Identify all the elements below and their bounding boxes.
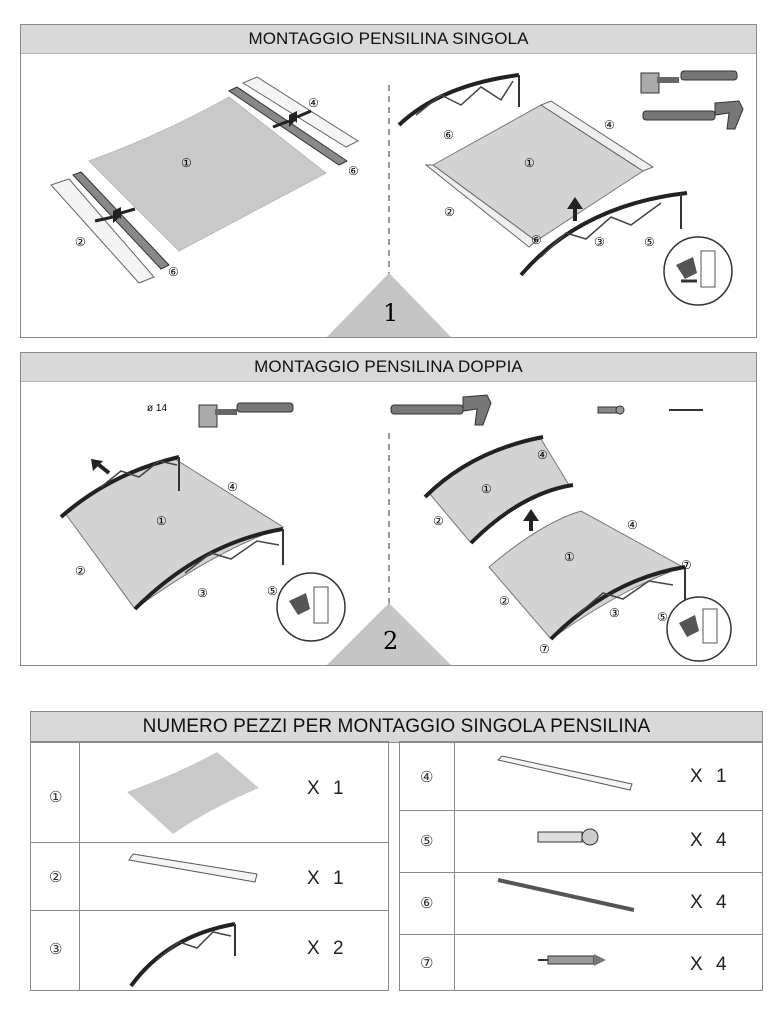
label-sheet: ① bbox=[481, 482, 492, 496]
label-cap: ⑥ bbox=[443, 128, 454, 142]
label-cap: ⑥ bbox=[531, 233, 542, 247]
section-title: MONTAGGIO PENSILINA DOPPIA bbox=[21, 353, 756, 382]
section-single-assembly bbox=[20, 24, 757, 338]
parts-list bbox=[30, 711, 763, 992]
part-number: ① bbox=[49, 789, 63, 806]
sheet-part-image bbox=[121, 748, 271, 838]
parts-table-right bbox=[399, 741, 763, 991]
part-quantity: X 1 bbox=[307, 778, 348, 799]
label-profile: ② bbox=[75, 564, 86, 578]
label-profile: ④ bbox=[627, 518, 638, 532]
label-bracket: ③ bbox=[594, 235, 605, 249]
part-quantity: X 4 bbox=[690, 830, 731, 851]
label-cap: ⑥ bbox=[168, 265, 179, 279]
parts-table-left bbox=[30, 741, 389, 991]
drill-size-label: ø 14 bbox=[147, 403, 168, 414]
label-anchor: ⑤ bbox=[644, 235, 655, 249]
anchor-bolt-image bbox=[536, 826, 602, 850]
label-profile: ④ bbox=[308, 96, 319, 110]
label-anchor: ⑤ bbox=[267, 584, 278, 598]
part-quantity: X 4 bbox=[690, 954, 731, 975]
part-number: ④ bbox=[420, 769, 434, 786]
part-quantity: X 1 bbox=[307, 868, 348, 889]
label-profile: ④ bbox=[537, 448, 548, 462]
double-assembly-illustration bbox=[21, 353, 758, 667]
label-cap: ⑥ bbox=[348, 164, 359, 178]
label-anchor: ⑤ bbox=[657, 610, 668, 624]
part-quantity: X 2 bbox=[307, 938, 348, 959]
label-sheet: ① bbox=[181, 156, 192, 170]
label-joint: ⑦ bbox=[539, 642, 550, 656]
section-double-assembly bbox=[20, 352, 757, 666]
part-number: ③ bbox=[49, 941, 63, 958]
label-bracket: ③ bbox=[609, 606, 620, 620]
label-profile: ② bbox=[499, 594, 510, 608]
part-number: ⑥ bbox=[420, 895, 434, 912]
cap-strip-image bbox=[496, 876, 640, 916]
label-profile: ② bbox=[433, 514, 444, 528]
label-profile: ② bbox=[444, 205, 455, 219]
part-quantity: X 1 bbox=[690, 766, 731, 787]
parts-title: NUMERO PEZZI PER MONTAGGIO SINGOLA PENSILINA bbox=[30, 711, 763, 743]
label-sheet: ① bbox=[564, 550, 575, 564]
part-number: ⑤ bbox=[420, 833, 434, 850]
profile-part-image bbox=[127, 852, 267, 892]
label-sheet: ① bbox=[524, 156, 535, 170]
label-bracket: ③ bbox=[197, 586, 208, 600]
part-number: ⑦ bbox=[420, 955, 434, 972]
label-profile: ② bbox=[75, 235, 86, 249]
bracket-part-image bbox=[127, 916, 247, 990]
label-profile: ④ bbox=[604, 118, 615, 132]
step-number: 2 bbox=[383, 627, 399, 655]
profile-part-image bbox=[496, 754, 636, 794]
label-joint: ⑦ bbox=[681, 558, 692, 572]
section-title: MONTAGGIO PENSILINA SINGOLA bbox=[21, 25, 756, 54]
part-number: ② bbox=[49, 869, 63, 886]
label-profile: ④ bbox=[227, 480, 238, 494]
screw-image bbox=[536, 950, 616, 970]
part-quantity: X 4 bbox=[690, 892, 731, 913]
step-number: 1 bbox=[383, 299, 399, 327]
single-assembly-illustration bbox=[21, 25, 758, 339]
label-sheet: ① bbox=[156, 514, 167, 528]
